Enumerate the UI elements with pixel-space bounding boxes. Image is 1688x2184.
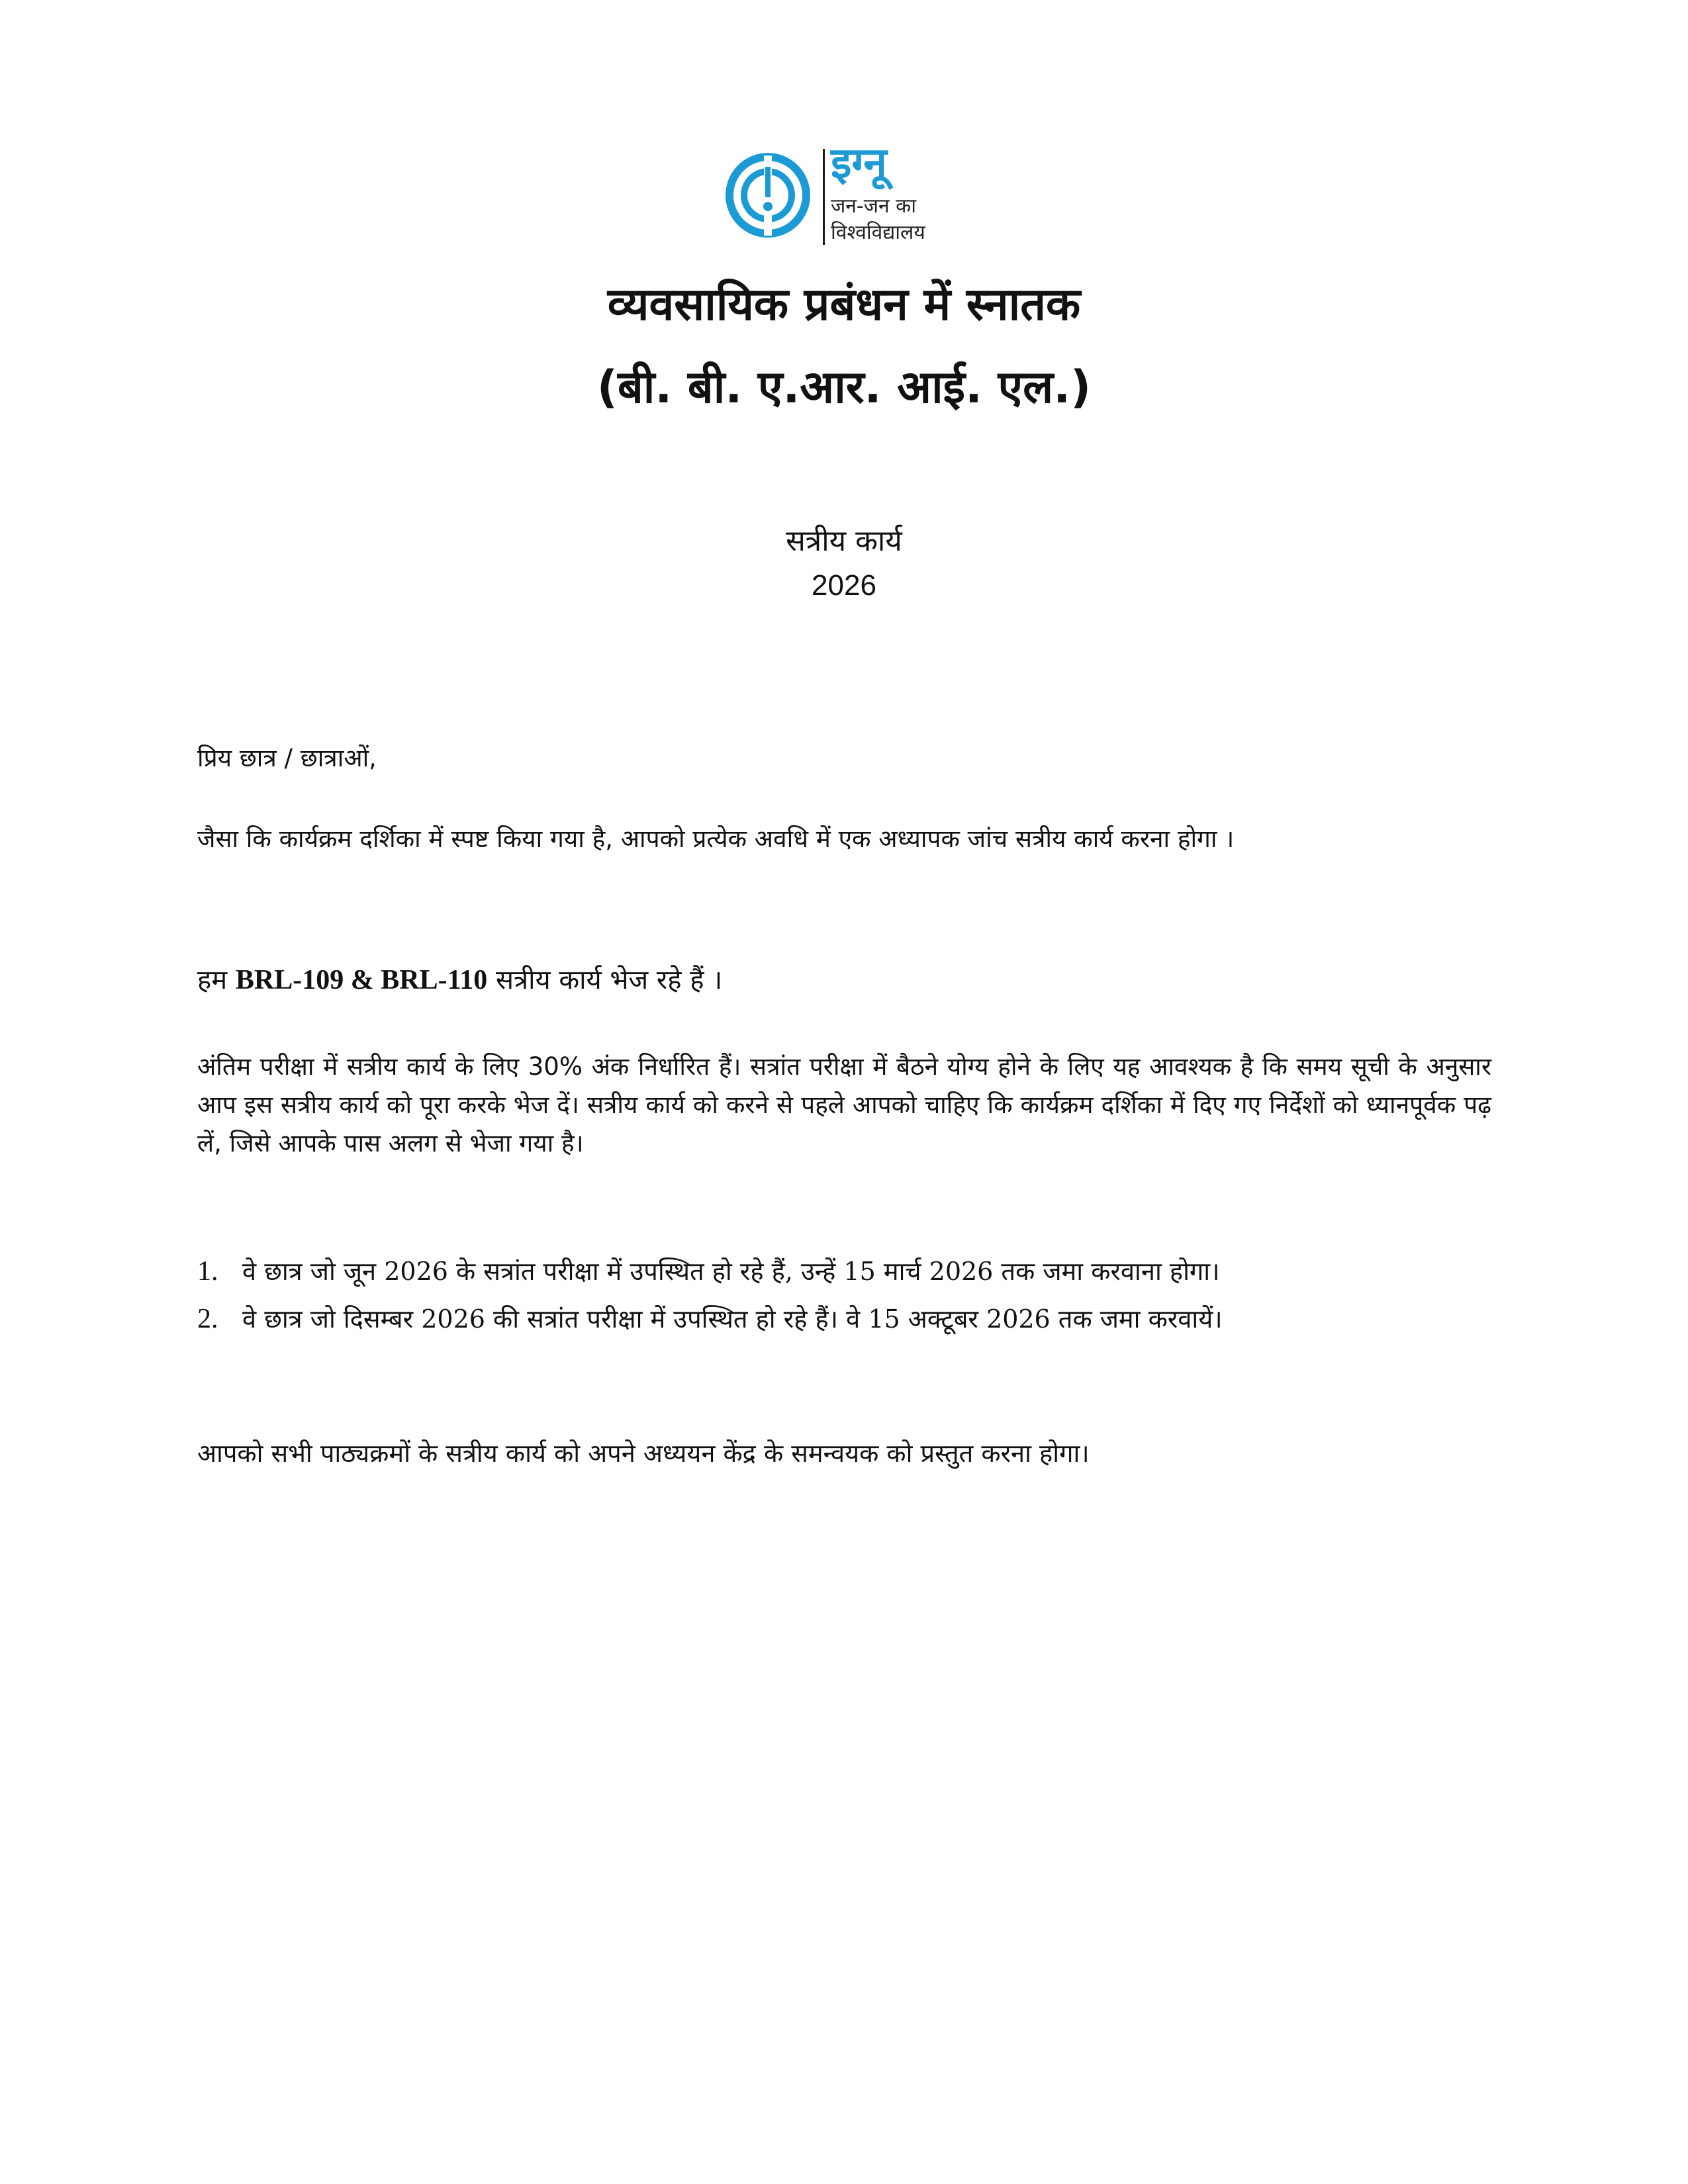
ignou-logo xyxy=(725,139,963,248)
courses-sent-prefix: हम xyxy=(197,965,228,995)
logo-divider xyxy=(823,149,825,245)
list-item-text: वे छात्र जो दिसम्बर 2026 की सत्रांत परीक्षा में उपस्थित हो रहे हैं। वे 15 अक्टूबर 2026 तक जमा करवायें। xyxy=(242,1304,1223,1334)
marks-paragraph: अंतिम परीक्षा में सत्रीय कार्य के लिए 30% अंक निर्धारित हैं। सत्रांत परीक्षा में बैठने योग्य होने के लिए यह आवश्यक है कि समय सूची के अनुसार आप इस सत्रीय कार्य को पूरा करके भेज दें। सत्रीय कार्य को करने से पहले आपको चाहिए कि कार्यक्रम दर्शिका में दिए गए निर्देशों को ध्यानपूर्वक पढ़ लें, जिसे आपके पास अलग से भेजा गया है। xyxy=(197,1052,1491,1158)
document-title: व्यवसायिक प्रबंधन में स्नातक xyxy=(607,279,1081,331)
list-item-number: 2. xyxy=(197,1304,218,1334)
intro-paragraph: जैसा कि कार्यक्रम दर्शिका में स्पष्ट किया गया है, आपको प्रत्येक अवधि में एक अध्यापक जांच सत्रीय कार्य करना होगा । xyxy=(197,825,1235,853)
logo-wordmark: इग्नू xyxy=(831,139,887,188)
courses-sent-line xyxy=(197,960,1491,1001)
assignment-heading: सत्रीय कार्य xyxy=(786,524,902,558)
greeting: प्रिय छात्र / छात्राओं, xyxy=(197,744,377,772)
program-code: (बी. बी. ए.आर. आई. एल.) xyxy=(596,361,1092,414)
logo-tagline-line2: विश्वविद्यालय xyxy=(831,221,925,244)
closing-paragraph: आपको सभी पाठ्यक्रमों के सत्रीय कार्य को अपने अध्ययन केंद्र के समन्वयक को प्रस्तुत करना होगा। xyxy=(197,1439,1090,1468)
ignou-emblem-icon xyxy=(725,152,811,238)
list-item xyxy=(197,1295,1491,1343)
assignment-year: 2026 xyxy=(812,569,876,602)
list-item xyxy=(197,1248,1491,1295)
course-codes: BRL-109 & BRL-110 xyxy=(235,965,488,995)
courses-sent-suffix: सत्रीय कार्य भेज रहे हैं । xyxy=(495,965,723,995)
list-item-number: 1. xyxy=(197,1256,218,1287)
logo-tagline-line1: जन-जन का xyxy=(831,195,916,218)
submission-deadlines-list xyxy=(197,1248,1491,1343)
list-item-text: वे छात्र जो जून 2026 के सत्रांत परीक्षा में उपस्थित हो रहे हैं, उन्हें 15 मार्च 2026 तक जमा करवाना होगा। xyxy=(242,1257,1220,1286)
